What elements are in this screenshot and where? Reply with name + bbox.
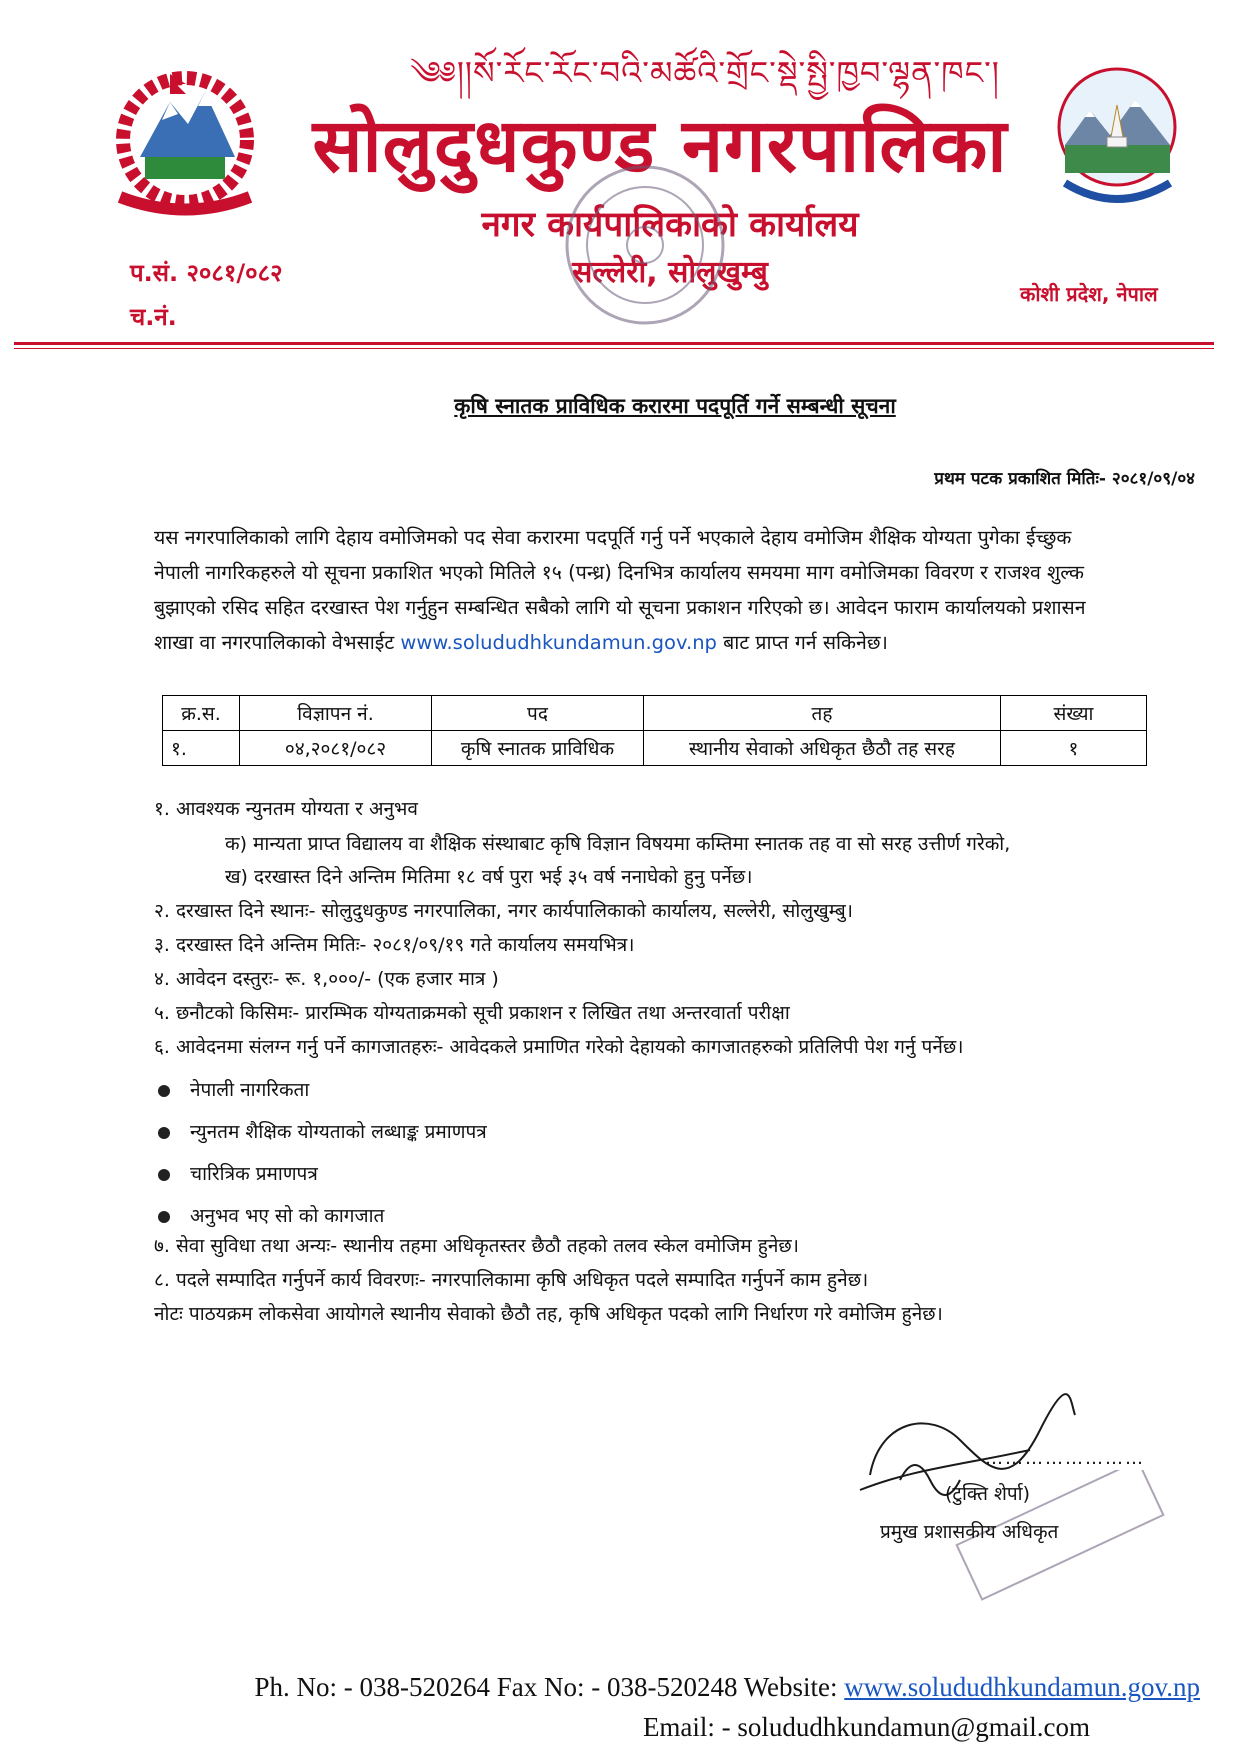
table-cell: १. [163, 731, 240, 766]
dispatch-number: च.नं. [130, 303, 177, 331]
table-row [163, 731, 1147, 766]
notice-intro [154, 520, 1194, 660]
footer-phone-fax: Ph. No: - 038-520264 Fax No: - 038-520248 Website: [254, 1672, 838, 1702]
publish-date: प्रथम पटक प्रकाशित मितिः- २०८१/०९/०४ [934, 469, 1195, 489]
header-cell: पद [432, 696, 644, 731]
signer-title: प्रमुख प्रशासकीय अधिकृत [880, 1521, 1059, 1543]
section-1a: क) मान्यता प्राप्त विद्यालय वा शैक्षिक संस्थाबाट कृषि विज्ञान विषयमा कम्तिमा स्नातक तह वा सो सरह उत्तीर्ण गरेको, [225, 833, 1011, 855]
section-4: ४. आवेदन दस्तुरः- रू. १,०००/- (एक हजार मात्र ) [154, 968, 499, 990]
bullet-icon [158, 1169, 170, 1181]
intro-line: नेपाली नागरिकहरुले यो सूचना प्रकाशित भएको मितिले १५ (पन्ध्र) दिनभित्र कार्यालय समयमा माग वमोजिमका विवरण र राजश्व शुल्क [154, 561, 1085, 584]
list-item-text: न्युनतम शैक्षिक योग्यताको लब्धाङ्क प्रमाणपत्र [190, 1121, 487, 1143]
list-item [158, 1202, 384, 1228]
note: नोटः पाठयक्रम लोकसेवा आयोगले स्थानीय सेवाको छैठौ तह, कृषि अधिकृत पदको लागि निर्धारण गरे वमोजिम हुनेछ। [154, 1303, 943, 1325]
footer-email: Email: - solududhkundamun@gmail.com [642, 1712, 1090, 1742]
province-label: कोशी प्रदेश, नेपाल [1020, 282, 1158, 306]
municipality-title: सोलुदुधकुण्ड नगरपालिका [312, 103, 1008, 189]
section-1b: ख) दरखास्त दिने अन्तिम मितिमा १८ वर्ष पुरा भई ३५ वर्ष ननाघेको हुनु पर्नेछ। [225, 866, 753, 888]
header-cell: तह [644, 696, 1001, 731]
footer-contact [150, 1672, 1200, 1703]
header-divider [14, 342, 1214, 345]
signer-name: (टुक्ति शेर्पा) [945, 1483, 1031, 1505]
section-8: ८. पदले सम्पादित गर्नुपर्ने कार्य विवरणः- नगरपालिकामा कृषि अधिकृत पदले सम्पादित गर्नुपर्ने काम हुनेछ। [154, 1269, 869, 1291]
table-cell: कृषि स्नातक प्राविधिक [432, 731, 644, 766]
notice-title: कृषि स्नातक प्राविधिक करारमा पदपूर्ति गर्ने सम्बन्धी सूचना [454, 394, 896, 418]
section-5: ५. छनौटको किसिमः- प्रारम्भिक योग्यताक्रमको सूची प्रकाशन र लिखित तथा अन्तरवार्ता परीक्षा [154, 1002, 790, 1024]
list-item [158, 1118, 487, 1144]
tibetan-script-header: ༄༅།།སོ་རོང་རོང་བའི་མཚོའི་གྲོང་སྡེ་སྤྱི་ཁྱབ་ལྷན་ཁང་། [410, 54, 1000, 92]
vacancy-table [162, 695, 1147, 766]
list-item [158, 1160, 318, 1186]
intro-line: यस नगरपालिकाको लागि देहाय वमोजिमको पद सेवा करारमा पदपूर्ति गर्नु पर्ने भएकाले देहाय वमोजिम शैक्षिक योग्यता पुगेका ईच्छुक [154, 526, 1072, 549]
bullet-icon [158, 1085, 170, 1097]
table-cell: १ [1001, 731, 1147, 766]
website-link[interactable]: www.solududhkundamun.gov.np [400, 631, 717, 654]
intro-text: शाखा वा नगरपालिकाको वेभसाईट [154, 631, 395, 654]
office-name: नगर कार्यपालिकाको कार्यालय [481, 205, 859, 245]
municipality-logo-icon [1055, 65, 1180, 215]
office-stamp-icon [560, 160, 730, 330]
nepal-emblem-icon [100, 62, 270, 222]
office-address: सल्लेरी, सोलुखुम्बु [572, 255, 768, 290]
header-cell: संख्या [1001, 696, 1147, 731]
table-header-row [163, 696, 1147, 731]
table-cell: ०४,२०८१/०८२ [240, 731, 432, 766]
intro-line [154, 625, 1194, 660]
intro-text: बाट प्राप्त गर्न सकिनेछ। [723, 631, 888, 654]
list-item-text: चारित्रिक प्रमाणपत्र [190, 1163, 318, 1185]
footer-website-link[interactable]: www.solududhkundamun.gov.np [844, 1672, 1200, 1702]
section-7: ७. सेवा सुविधा तथा अन्यः- स्थानीय तहमा अधिकृतस्तर छैठौ तहको तलव स्केल वमोजिम हुनेछ। [154, 1235, 799, 1257]
intro-line: बुझाएको रसिद सहित दरखास्त पेश गर्नुहुन सम्बन्धित सबैको लागि यो सूचना प्रकाशन गरिएको छ। आवेदन फाराम कार्यालयको प्रशासन [154, 596, 1086, 619]
section-6: ६. आवेदनमा संलग्न गर्नु पर्ने कागजातहरुः- आवेदकले प्रमाणित गरेको देहायको कागजातहरुको प्रतिलिपी पेश गर्नु पर्नेछ। [154, 1036, 964, 1058]
list-item [158, 1076, 309, 1102]
header-divider-thin [14, 348, 1214, 349]
header-cell: विज्ञापन नं. [240, 696, 432, 731]
section-1: १. आवश्यक न्युनतम योग्यता र अनुभव [154, 798, 418, 820]
bullet-icon [158, 1127, 170, 1139]
section-2: २. दरखास्त दिने स्थानः- सोलुदुधकुण्ड नगरपालिका, नगर कार्यपालिकाको कार्यालय, सल्लेरी, सोलुखुम्बु। [154, 900, 853, 922]
list-item-text: अनुभव भए सो को कागजात [190, 1205, 385, 1227]
signature-line: …………………… [985, 1448, 1145, 1469]
header-cell: क्र.स. [163, 696, 240, 731]
reference-number: प.सं. २०८१/०८२ [130, 259, 283, 287]
table-cell: स्थानीय सेवाको अधिकृत छैठौ तह सरह [644, 731, 1001, 766]
list-item-text: नेपाली नागरिकता [190, 1079, 310, 1101]
section-3: ३. दरखास्त दिने अन्तिम मितिः- २०८१/०९/१९ गते कार्यालय समयभित्र। [154, 934, 635, 956]
bullet-icon [158, 1211, 170, 1223]
